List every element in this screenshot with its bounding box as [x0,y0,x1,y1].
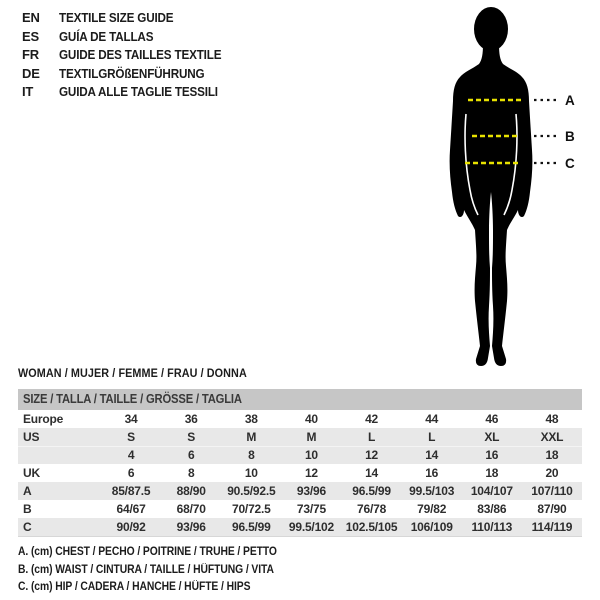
size-cell: S [187,430,196,444]
size-cell: 46 [485,412,499,426]
size-cell: 106/109 [410,520,453,534]
size-cell: 104/107 [470,484,513,498]
row-label: Europe [23,412,64,426]
legend-line-waist: B. (cm) WAIST / CINTURA / TAILLE / HÜFTUNG / VITA [18,563,274,576]
size-cell: 4 [127,448,135,462]
size-cell: 64/67 [116,502,146,516]
table-row-us-letter [18,428,582,446]
size-cell: 79/82 [417,502,447,516]
size-table-header: SIZE / TALLA / TAILLE / GRÖSSE / TAGLIA [18,389,582,410]
table-row-us-numeric [18,446,582,464]
language-label: TEXTILGRÖßENFÜHRUNG [59,65,205,81]
size-cell: 8 [187,466,195,480]
size-cell: 8 [248,448,255,462]
size-cell: 83/86 [477,502,507,516]
language-code: FR [22,47,39,63]
size-cell: 96.5/99 [231,520,271,534]
size-cell: 99.5/102 [288,520,334,534]
section-title: WOMAN / MUJER / FEMME / FRAU / DONNA [18,366,247,380]
size-cell: L [367,430,376,444]
size-cell: 16 [485,448,499,462]
size-cell: 85/87.5 [111,484,151,498]
legend-line-chest: A. (cm) CHEST / PECHO / POITRINE / TRUHE / PETTO [18,546,277,558]
size-cell: 20 [545,466,559,480]
size-cell: 12 [304,466,318,480]
legend-line-hip: C. (cm) HIP / CADERA / HANCHE / HÜFTE / HIPS [18,581,251,594]
table-row-uk [18,464,582,482]
size-cell: 6 [127,466,135,480]
size-cell: 42 [365,412,379,426]
size-cell: 14 [365,466,379,480]
language-title-block [22,9,239,102]
table-row-hip-c [18,518,582,537]
language-row [22,9,239,28]
row-label: A [23,484,32,498]
row-label: US [23,430,40,444]
size-cell: 10 [304,448,318,462]
measurement-label-b: B [565,129,575,144]
size-cell: 96.5/99 [352,484,391,498]
size-table [18,389,582,537]
size-cell: 38 [244,412,258,426]
size-cell: 34 [124,412,138,426]
language-row [22,83,239,102]
language-code: EN [22,10,40,25]
size-cell: 93/96 [176,520,206,534]
size-cell: 12 [365,448,379,462]
measurement-label-a: A [565,93,575,108]
size-cell: XXL [540,430,564,444]
language-row [22,46,239,65]
row-label: UK [23,466,40,480]
size-cell: M [246,430,257,444]
size-cell: S [127,430,135,444]
measurement-legend [18,544,306,597]
language-label: GUÍA DE TALLAS [59,28,154,44]
size-cell: 93/96 [296,484,326,498]
size-cell: 70/72.5 [231,502,271,516]
size-cell: 76/78 [357,502,387,516]
language-label: TEXTILE SIZE GUIDE [59,10,174,25]
size-cell: 73/75 [296,502,326,516]
table-row-waist-b [18,500,582,518]
size-cell: 6 [187,448,195,462]
measurement-label-c: C [565,156,575,171]
language-label: GUIDA ALLE TAGLIE TESSILI [59,84,218,100]
size-cell: 44 [425,412,439,426]
language-code: IT [22,84,34,100]
size-cell: M [306,430,317,444]
language-code: ES [22,28,39,44]
size-cell: 10 [244,466,258,480]
row-label: C [23,520,32,534]
size-cell: 68/70 [176,502,206,516]
table-row-europe [18,410,582,428]
language-row [22,65,239,84]
table-row-chest-a [18,482,582,500]
size-cell: 107/110 [531,484,573,498]
size-cell: L [428,430,436,444]
size-cell: 90.5/92.5 [227,484,276,498]
size-cell: 114/119 [531,520,573,534]
size-cell: XL [484,430,500,444]
size-cell: 110/113 [471,520,513,534]
language-code: DE [22,65,40,81]
measurement-figure [430,6,600,371]
language-row [22,28,239,47]
size-cell: 16 [425,466,439,480]
size-cell: 90/92 [116,520,146,534]
woman-silhouette-figure [430,6,600,371]
size-cell: 14 [425,448,439,462]
size-cell: 87/90 [537,502,567,516]
size-cell: 36 [184,412,198,426]
size-cell: 18 [545,448,559,462]
row-label: B [23,502,32,516]
size-cell: 40 [304,412,318,426]
size-cell: 102.5/105 [345,520,398,534]
size-cell: 18 [485,466,499,480]
size-cell: 99.5/103 [409,484,455,498]
language-label: GUIDE DES TAILLES TEXTILE [59,47,222,63]
size-cell: 88/90 [176,484,206,498]
size-cell: 48 [545,412,559,426]
